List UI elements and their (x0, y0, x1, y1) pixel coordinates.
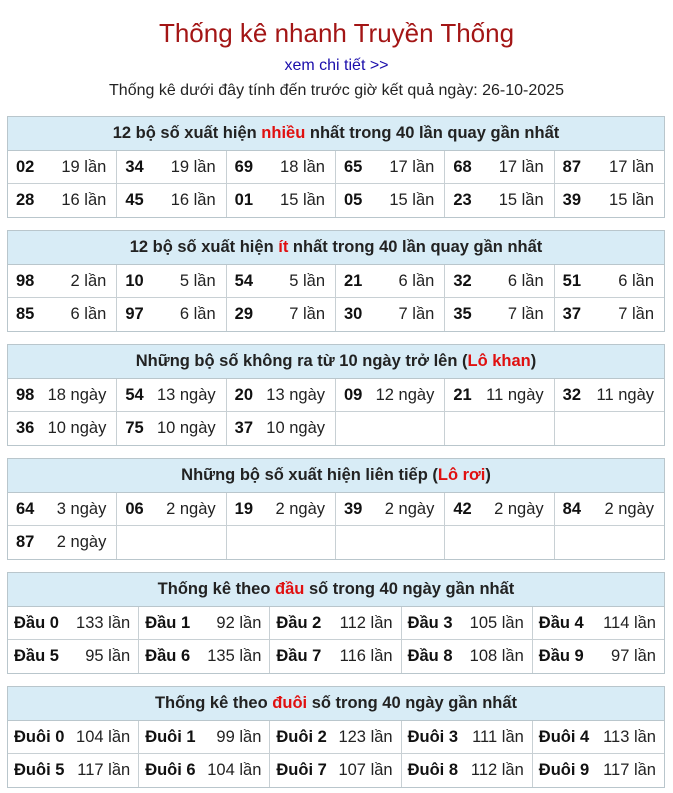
stat-count: 6 lần (70, 305, 107, 323)
table-row (8, 493, 664, 526)
stat-number: Đuôi 9 (538, 761, 590, 779)
stat-cell (445, 493, 554, 526)
section-header-highlight: đầu (275, 580, 305, 598)
stat-count: 7 lần (289, 305, 325, 323)
stat-count: 10 ngày (266, 419, 325, 437)
stat-number: Đầu 7 (276, 647, 322, 665)
stat-number: 75 (125, 419, 144, 437)
stat-number: 20 (234, 385, 254, 404)
stat-number: 01 (234, 191, 254, 209)
stat-number: 36 (16, 419, 35, 437)
stat-number: 37 (234, 419, 254, 437)
stat-cell (117, 412, 226, 445)
section-header-text: nhất trong 40 lần quay gần nhất (305, 124, 560, 142)
stat-cell (270, 754, 401, 787)
stat-number: 21 (344, 271, 363, 290)
stat-number: Đầu 3 (407, 613, 453, 632)
section-header-text: Thống kê theo (154, 694, 273, 712)
section-header (8, 573, 664, 607)
stat-cell (8, 412, 117, 445)
stat-number: Đầu 6 (145, 647, 191, 665)
stat-count: 12 ngày (375, 385, 435, 404)
stat-count: 116 lần (339, 647, 393, 665)
stat-count: 6 lần (507, 271, 544, 290)
head-digit-stats-table (7, 572, 665, 674)
stat-number: 42 (453, 499, 472, 518)
stat-cell (117, 151, 226, 184)
stat-cell (445, 526, 554, 559)
table-row (8, 640, 664, 673)
stat-cell (227, 412, 336, 445)
stat-number: Đuôi 3 (407, 727, 459, 746)
stat-cell (555, 493, 664, 526)
stat-cell (533, 754, 664, 787)
stat-count: 18 lần (280, 157, 325, 176)
stat-cell (336, 379, 445, 412)
stat-count: 108 lần (469, 647, 524, 665)
stat-cell (117, 493, 226, 526)
stat-cell (555, 412, 664, 445)
stat-number: 45 (125, 191, 144, 209)
stat-number: 37 (562, 305, 582, 323)
view-details-link[interactable]: xem chi tiết >> (284, 57, 389, 74)
table-row (8, 721, 664, 754)
stat-cell (445, 298, 554, 331)
stat-cell (227, 493, 336, 526)
stat-number: 06 (125, 499, 144, 518)
stat-count: 112 lần (339, 613, 393, 632)
stat-cell (139, 640, 270, 673)
table-row (8, 379, 664, 412)
stat-cell (555, 265, 664, 298)
section-header-highlight: nhiều (261, 124, 306, 142)
stat-cell (8, 379, 117, 412)
section-header-text: ) (485, 466, 491, 484)
stat-number: 98 (16, 385, 35, 404)
stat-number: 87 (16, 533, 35, 551)
stat-number: 34 (125, 157, 144, 176)
stat-cell (336, 151, 445, 184)
stat-cell (336, 184, 445, 217)
stat-cell (402, 607, 533, 640)
stat-number: 65 (344, 157, 363, 176)
stat-number: Đầu 4 (538, 613, 584, 632)
stat-number: Đuôi 2 (276, 727, 327, 746)
stat-count: 10 ngày (47, 419, 107, 437)
stat-number: 68 (453, 157, 472, 176)
stat-cell (445, 412, 554, 445)
stat-cell (227, 265, 336, 298)
stat-count: 104 lần (76, 727, 131, 746)
table-row (8, 298, 664, 331)
stat-number: Đầu 8 (407, 647, 453, 665)
stat-cell (555, 151, 664, 184)
stat-count: 7 lần (398, 305, 435, 323)
stat-number: 64 (16, 499, 35, 518)
stat-cell (8, 607, 139, 640)
stat-cell (117, 265, 226, 298)
stat-count: 2 ngày (604, 499, 654, 518)
stat-count: 15 lần (389, 191, 435, 209)
page-title: Thống kê nhanh Truyền Thống (158, 18, 515, 48)
stat-number: Đầu 5 (14, 647, 59, 665)
stat-cell (8, 184, 117, 217)
section-header (8, 231, 664, 265)
section-header-highlight: ít (278, 238, 289, 256)
stat-count: 107 lần (338, 761, 393, 779)
stat-cell (139, 607, 270, 640)
stat-count: 6 lần (179, 305, 216, 323)
section-header (8, 117, 664, 151)
stat-count: 2 lần (70, 271, 107, 290)
section-header (8, 345, 664, 379)
stat-number: 84 (562, 499, 582, 518)
stat-count: 114 lần (603, 613, 656, 632)
stat-count: 11 ngày (596, 385, 654, 404)
stat-cell (555, 298, 664, 331)
stat-count: 17 lần (389, 157, 435, 176)
stat-count: 2 ngày (56, 533, 107, 551)
stat-number: 10 (125, 271, 144, 290)
section-header-text: 12 bộ số xuất hiện (112, 124, 262, 142)
stat-cell (445, 151, 554, 184)
stat-cell (227, 379, 336, 412)
table-row (8, 607, 664, 640)
table-row (8, 184, 664, 217)
stat-number: 35 (453, 305, 472, 323)
stat-count: 18 ngày (47, 385, 107, 404)
stat-cell (533, 640, 664, 673)
stat-cell (227, 151, 336, 184)
stat-count: 19 lần (170, 157, 216, 176)
stat-number: Đuôi 4 (538, 727, 590, 746)
stat-number: 51 (562, 271, 582, 290)
section-header-text: Những bộ số không ra từ 10 ngày trở lên ( (135, 352, 468, 370)
stat-number: 09 (344, 385, 363, 404)
stat-count: 6 lần (618, 271, 654, 290)
stat-cell (8, 151, 117, 184)
stat-cell (336, 493, 445, 526)
stat-count: 133 lần (76, 613, 131, 632)
stat-count: 15 lần (609, 191, 654, 209)
tail-digit-stats-table (7, 686, 665, 788)
stat-cell (533, 721, 664, 754)
stat-count: 11 ngày (486, 385, 544, 404)
stat-count: 5 lần (289, 271, 325, 290)
stat-count: 7 lần (618, 305, 654, 323)
stat-cell (139, 721, 270, 754)
stat-cell (555, 379, 664, 412)
section-header-text: 12 bộ số xuất hiện (129, 238, 279, 256)
section-header-text: số trong 40 ngày gần nhất (307, 694, 518, 712)
stat-cell (336, 298, 445, 331)
stat-cell (8, 298, 117, 331)
stat-count: 2 ngày (275, 499, 325, 518)
stat-cell (139, 754, 270, 787)
stat-cell (227, 184, 336, 217)
stat-number: Đuôi 8 (407, 761, 459, 779)
stat-number: 39 (344, 499, 363, 518)
stat-number: Đuôi 5 (14, 761, 65, 779)
stat-count: 117 lần (603, 761, 656, 779)
stat-cell (533, 607, 664, 640)
section-header-text: số trong 40 ngày gần nhất (304, 580, 515, 598)
most-frequent-numbers-table (7, 116, 665, 218)
page-subtitle: Thống kê dưới đây tính đến trước giờ kết quả ngày: 26-10-2025 (109, 82, 564, 99)
stat-number: 19 (234, 499, 254, 518)
stat-cell (117, 184, 226, 217)
table-row (8, 526, 664, 559)
section-header-highlight: Lô khan (467, 352, 531, 370)
least-frequent-numbers-table (7, 230, 665, 332)
stat-count: 3 ngày (56, 499, 107, 518)
stat-number: Đầu 9 (538, 647, 584, 665)
section-header-text: Những bộ số xuất hiện liên tiếp ( (181, 466, 438, 484)
section-header-text: Thống kê theo (157, 580, 276, 598)
stat-cell (402, 721, 533, 754)
stat-cell (445, 379, 554, 412)
stat-cell (270, 721, 401, 754)
section-header-text: nhất trong 40 lần quay gần nhất (288, 238, 543, 256)
stat-number: 54 (234, 271, 254, 290)
stat-count: 16 lần (170, 191, 216, 209)
stat-cell (402, 754, 533, 787)
stat-number: 21 (453, 385, 472, 404)
stat-count: 95 lần (85, 647, 131, 665)
stat-count: 2 ngày (166, 499, 216, 518)
stat-count: 6 lần (398, 271, 435, 290)
stat-cell (336, 526, 445, 559)
stat-number: Đuôi 7 (276, 761, 327, 779)
section-header (8, 459, 664, 493)
stat-cell (336, 265, 445, 298)
stat-number: 32 (453, 271, 472, 290)
stat-cell (336, 412, 445, 445)
stat-cell (270, 640, 401, 673)
stat-number: Đầu 1 (145, 613, 191, 632)
stat-count: 113 lần (603, 727, 656, 746)
stat-cell (8, 493, 117, 526)
stat-number: 05 (344, 191, 363, 209)
lo-khan-numbers-table (7, 344, 665, 446)
stat-number: 69 (234, 157, 254, 176)
stat-count: 13 ngày (266, 385, 325, 404)
stat-number: 29 (234, 305, 254, 323)
stat-count: 19 lần (61, 157, 107, 176)
section-header-highlight: đuôi (272, 694, 308, 712)
stat-cell (117, 379, 226, 412)
table-row (8, 754, 664, 787)
stat-number: 28 (16, 191, 35, 209)
stat-cell (117, 298, 226, 331)
section-header-text: ) (530, 352, 537, 370)
stat-count: 112 lần (470, 761, 524, 779)
section-header (8, 687, 664, 721)
table-row (8, 151, 664, 184)
stat-cell (117, 526, 226, 559)
stat-count: 105 lần (469, 613, 524, 632)
stat-count: 17 lần (498, 157, 544, 176)
table-row (8, 265, 664, 298)
stat-count: 7 lần (507, 305, 544, 323)
stat-count: 97 lần (611, 647, 656, 665)
stat-cell (227, 298, 336, 331)
stat-cell (8, 721, 139, 754)
stat-number: 97 (125, 305, 144, 323)
stat-count: 104 lần (207, 761, 262, 779)
stat-number: 23 (453, 191, 472, 209)
stat-count: 15 lần (280, 191, 325, 209)
stat-cell (8, 640, 139, 673)
stat-count: 117 lần (77, 761, 131, 779)
stat-count: 111 lần (472, 727, 524, 746)
stat-cell (270, 607, 401, 640)
stat-count: 92 lần (216, 613, 262, 632)
stat-count: 135 lần (207, 647, 262, 665)
stat-number: 98 (16, 271, 35, 290)
stat-cell (445, 265, 554, 298)
stat-cell (8, 526, 117, 559)
stat-number: 54 (125, 385, 144, 404)
stat-count: 10 ngày (156, 419, 216, 437)
stat-count: 16 lần (61, 191, 107, 209)
stat-count: 15 lần (498, 191, 544, 209)
stat-cell (8, 754, 139, 787)
stat-number: Đầu 0 (14, 613, 59, 632)
stat-number: 02 (16, 157, 35, 176)
stat-count: 99 lần (216, 727, 262, 746)
table-row (8, 412, 664, 445)
stat-cell (445, 184, 554, 217)
lo-roi-numbers-table (7, 458, 665, 560)
stat-number: Đuôi 6 (145, 761, 196, 779)
stat-count: 5 lần (179, 271, 216, 290)
stat-cell (8, 265, 117, 298)
section-header-highlight: Lô rơi (437, 466, 486, 484)
stat-cell (227, 526, 336, 559)
stat-cell (555, 526, 664, 559)
stat-cell (402, 640, 533, 673)
stat-number: 39 (562, 191, 582, 209)
stat-number: 85 (16, 305, 35, 323)
stat-number: 87 (562, 157, 582, 176)
stat-count: 2 ngày (384, 499, 435, 518)
stat-number: Đuôi 0 (14, 727, 65, 746)
stat-number: Đầu 2 (276, 613, 322, 632)
stat-count: 13 ngày (156, 385, 216, 404)
stat-count: 2 ngày (494, 499, 544, 518)
stat-number: 30 (344, 305, 363, 323)
stat-count: 17 lần (609, 157, 654, 176)
stat-number: Đuôi 1 (145, 727, 196, 746)
stat-number: 32 (562, 385, 582, 404)
stat-cell (555, 184, 664, 217)
stat-count: 123 lần (338, 727, 393, 746)
